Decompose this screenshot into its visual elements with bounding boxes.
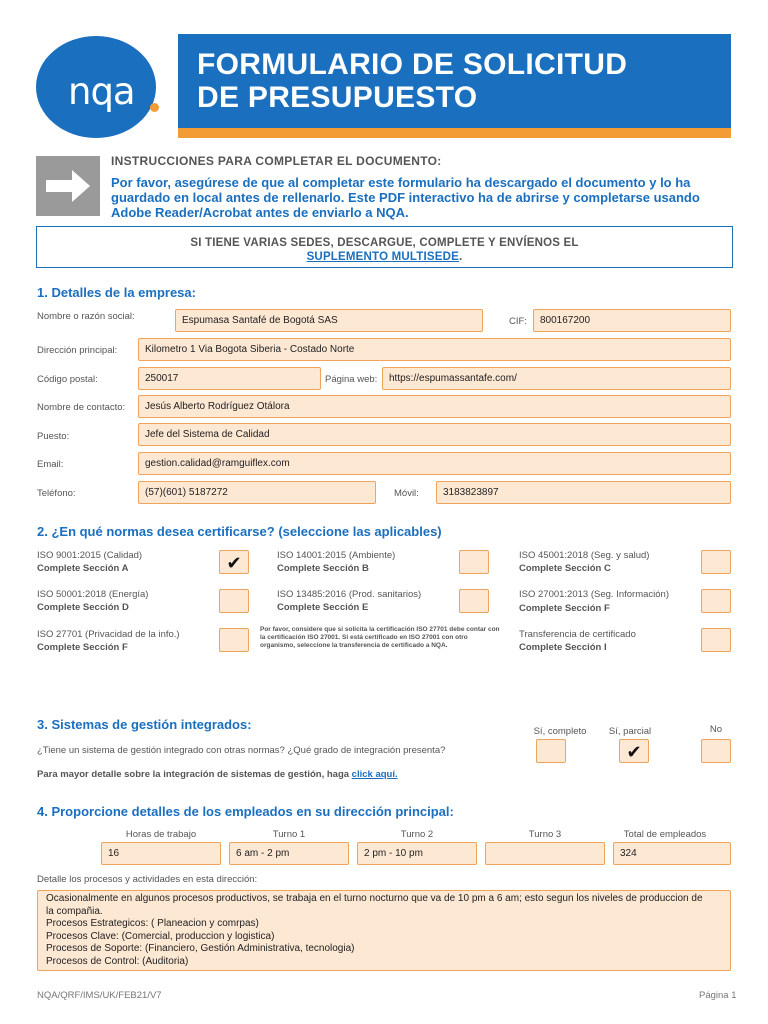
instructions-title: INSTRUCCIONES PARA COMPLETAR EL DOCUMENTO: (111, 154, 442, 168)
standard-name: Transferencia de certificado (519, 629, 636, 640)
click-here-link[interactable]: click aquí. (351, 769, 398, 780)
title-line-2: DE PRESUPUESTO (197, 81, 478, 114)
company-name-field[interactable]: Espumasa Santafé de Bogotá SAS (175, 309, 483, 332)
process-line: Procesos Estrategicos: ( Planeacion y comrpas) (46, 918, 259, 929)
logo-text: nqa (68, 70, 135, 113)
shift-1-header: Turno 1 (272, 829, 306, 840)
integration-more-info (37, 769, 398, 780)
process-line: Procesos de Control: (Auditoria) (46, 955, 189, 967)
hours-field[interactable]: 16 (101, 842, 221, 865)
mobile-label: Móvil: (394, 488, 419, 499)
postal-code-field[interactable]: 250017 (138, 367, 321, 390)
transfer-checkbox[interactable] (701, 628, 731, 652)
page-number: Página 1 (699, 990, 737, 1001)
standard-section: Complete Sección D (37, 602, 129, 613)
shift-2-field[interactable]: 2 pm - 10 pm (357, 842, 477, 865)
cif-label: CIF: (509, 316, 527, 327)
shift-1-field[interactable]: 6 am - 2 pm (229, 842, 349, 865)
standard-name: ISO 50001:2018 (Energía) (37, 589, 149, 600)
iso-13485-checkbox[interactable] (459, 589, 489, 613)
integration-full-checkbox[interactable] (536, 739, 566, 763)
col-full-label: Sí, completo (533, 726, 587, 737)
process-line: Procesos de Soporte: (Financiero, Gestión Administrativa, tecnologia) (46, 943, 355, 954)
web-label: Página web: (325, 374, 378, 385)
total-employees-field[interactable]: 324 (613, 842, 731, 865)
standard-section: Complete Sección F (37, 642, 128, 653)
multisite-link[interactable]: SUPLEMENTO MULTISEDE (306, 251, 460, 263)
title-underline (178, 128, 731, 138)
standard-section: Complete Sección A (37, 563, 129, 574)
notice-period: . (459, 251, 463, 263)
section-2-title: 2. ¿En qué normas desea certificarse? (seleccione las aplicables) (37, 524, 442, 539)
standard-name: ISO 14001:2015 (Ambiente) (277, 550, 396, 561)
col-no-label: No (709, 724, 723, 735)
process-line: la compañia. (46, 905, 103, 917)
integration-partial-checkbox[interactable]: ✔ (619, 739, 649, 763)
logo-dot (150, 103, 159, 112)
integration-question: ¿Tiene un sistema de gestión integrado con otras normas? ¿Qué grado de integración presenta? (37, 745, 446, 756)
process-details-field[interactable] (37, 890, 731, 971)
website-field[interactable]: https://espumassantafe.com/ (382, 367, 731, 390)
phone-label: Teléfono: (37, 488, 76, 499)
process-line: Ocasionalmente en algunos procesos productivos, se trabaja en el turno nocturno que va de 10 pm a 6 am; esto segun los niveles de produccion de (46, 893, 703, 904)
col-partial-label: Sí, parcial (608, 726, 652, 737)
shift-3-field[interactable] (485, 842, 605, 865)
iso-27001-checkbox[interactable] (701, 589, 731, 613)
process-line: Procesos Clave: (Comercial, produccion y logistica) (46, 930, 275, 942)
section-4-title: 4. Proporcione detalles de los empleados en su dirección principal: (37, 804, 454, 819)
mobile-field[interactable]: 3183823897 (436, 481, 731, 504)
cif-field[interactable]: 800167200 (533, 309, 731, 332)
standard-name: ISO 27701 (Privacidad de la info.) (37, 629, 180, 640)
standard-name: ISO 13485:2016 (Prod. sanitarios) (277, 589, 422, 600)
process-label: Detalle los procesos y actividades en esta dirección: (37, 874, 258, 885)
iso-27701-checkbox[interactable] (219, 628, 249, 652)
iso-14001-checkbox[interactable] (459, 550, 489, 574)
title-line-1: FORMULARIO DE SOLICITUD (197, 48, 628, 81)
shift-2-header: Turno 2 (400, 829, 434, 840)
notice-line: SI TIENE VARIAS SEDES, DESCARGUE, COMPLETE Y ENVÍENOS EL (190, 237, 579, 249)
address-field[interactable]: Kilometro 1 Via Bogota Siberia - Costado Norte (138, 338, 731, 361)
email-field[interactable]: gestion.calidad@ramguiflex.com (138, 452, 731, 475)
address-label: Dirección principal: (37, 345, 118, 356)
iso-45001-checkbox[interactable] (701, 550, 731, 574)
section-1-title: 1. Detalles de la empresa: (37, 285, 196, 300)
position-field[interactable]: Jefe del Sistema de Calidad (138, 423, 731, 446)
phone-field[interactable]: (57)(601) 5187272 (138, 481, 376, 504)
hours-header: Horas de trabajo (125, 829, 197, 840)
section-3-title: 3. Sistemas de gestión integrados: (37, 717, 252, 732)
postal-label: Código postal: (37, 374, 98, 385)
more-info-text: Para mayor detalle sobre la integración de sistemas de gestión, haga (37, 769, 350, 780)
standard-section: Complete Sección B (277, 563, 369, 574)
standard-section: Complete Sección C (519, 563, 611, 574)
standard-section: Complete Sección I (519, 642, 607, 653)
contact-label: Nombre de contacto: (37, 402, 126, 413)
name-label: Nombre o razón social: (37, 311, 135, 322)
arrow-icon (36, 156, 100, 216)
contact-name-field[interactable]: Jesús Alberto Rodríguez Otálora (138, 395, 731, 418)
integration-no-checkbox[interactable] (701, 739, 731, 763)
position-label: Puesto: (37, 431, 70, 442)
iso-27701-note: Por favor, considere que si solicita la certificación ISO 27701 debe contar con la certificación ISO 27001. Si está certificado en ISO 27001 con otro organismo, seleccione la transferencia de certificado a NQA. (260, 626, 500, 649)
document-code: NQA/QRF/IMS/UK/FEB21/V7 (37, 990, 162, 1001)
iso-50001-checkbox[interactable] (219, 589, 249, 613)
total-employees-header: Total de empleados (623, 829, 707, 840)
iso-9001-checkbox[interactable]: ✔ (219, 550, 249, 574)
standard-name: ISO 27001:2013 (Seg. Información) (519, 589, 669, 600)
standard-section: Complete Sección F (519, 603, 610, 614)
multisite-notice (36, 226, 733, 268)
standard-name: ISO 45001:2018 (Seg. y salud) (519, 550, 650, 561)
page-title (197, 48, 727, 114)
shift-3-header: Turno 3 (528, 829, 562, 840)
instructions-body: Por favor, asegúrese de que al completar este formulario ha descargado el documento y lo ha guardado en local antes de rellenarlo. Este PDF interactivo ha de abrirse y completarse usando Adobe Reader/Acrobat antes de enviarlo a NQA. (111, 175, 700, 220)
email-label: Email: (37, 459, 64, 470)
standard-name: ISO 9001:2015 (Calidad) (37, 550, 143, 561)
standard-section: Complete Sección E (277, 602, 369, 613)
